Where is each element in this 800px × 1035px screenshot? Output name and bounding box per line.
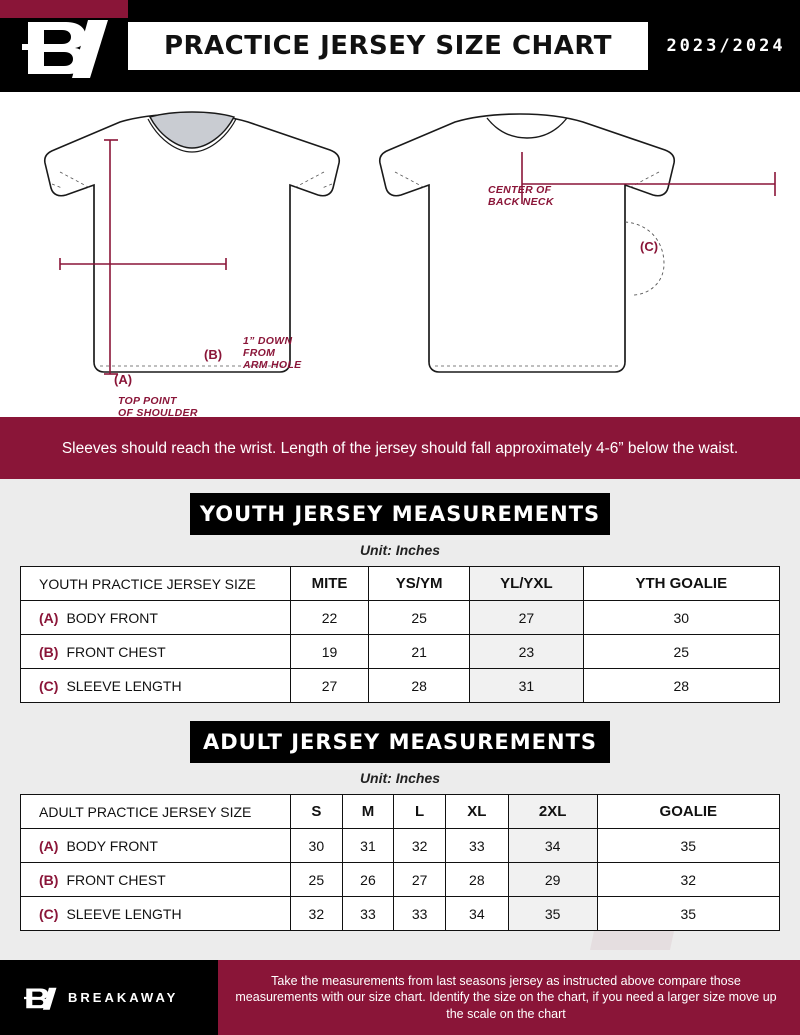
adult-r1-c5: 32 bbox=[597, 863, 779, 897]
adult-r2-c1: 33 bbox=[342, 897, 394, 931]
youth-col-0: MITE bbox=[291, 567, 369, 601]
row-label: FRONT CHEST bbox=[66, 643, 166, 660]
page-title-text: PRACTICE JERSEY SIZE CHART bbox=[163, 31, 613, 61]
adult-r0-c1: 31 bbox=[342, 829, 394, 863]
table-header-row bbox=[21, 795, 780, 829]
table-row bbox=[21, 635, 780, 669]
table-row bbox=[21, 601, 780, 635]
marker-a: (A) bbox=[114, 372, 133, 387]
youth-r2-c3: 28 bbox=[583, 669, 779, 703]
adult-col-5: GOALIE bbox=[597, 795, 779, 829]
youth-r1-c0: 19 bbox=[291, 635, 369, 669]
footer-brand-block bbox=[0, 960, 218, 1035]
marker-c: (C) bbox=[39, 677, 59, 694]
adult-r0-c2: 32 bbox=[394, 829, 446, 863]
table-row bbox=[21, 897, 780, 931]
youth-r2-c2: 31 bbox=[470, 669, 583, 703]
youth-col-3: YTH GOALIE bbox=[583, 567, 779, 601]
center-back-neck-label: CENTER OF BACK NECK bbox=[488, 184, 554, 208]
youth-row-2-label bbox=[21, 669, 291, 703]
table-row bbox=[21, 829, 780, 863]
adult-row-2-label bbox=[21, 897, 291, 931]
youth-r0-c1: 25 bbox=[369, 601, 470, 635]
table-header-row bbox=[21, 567, 780, 601]
adult-r1-c3: 28 bbox=[445, 863, 508, 897]
adult-r2-c5: 35 bbox=[597, 897, 779, 931]
jersey-illustrations bbox=[0, 92, 800, 417]
adult-r1-c0: 25 bbox=[291, 863, 343, 897]
adult-unit-label: Unit: Inches bbox=[359, 770, 441, 786]
footer-brand-name: BREAKAWAY bbox=[68, 990, 179, 1005]
adult-section bbox=[0, 703, 800, 931]
adult-col-0: S bbox=[291, 795, 343, 829]
marker-c: (C) bbox=[39, 905, 59, 922]
table-row bbox=[21, 669, 780, 703]
adult-col-3: XL bbox=[445, 795, 508, 829]
row-label: SLEEVE LENGTH bbox=[66, 905, 182, 922]
youth-r1-c3: 25 bbox=[583, 635, 779, 669]
adult-r2-c0: 32 bbox=[291, 897, 343, 931]
youth-r1-c2: 23 bbox=[470, 635, 583, 669]
page-footer bbox=[0, 960, 800, 1035]
youth-r1-c1: 21 bbox=[369, 635, 470, 669]
adult-r0-c4: 34 bbox=[508, 829, 597, 863]
b-note-label: 1” DOWN FROM ARM HOLE bbox=[243, 335, 302, 371]
youth-measurements-table bbox=[20, 566, 780, 703]
adult-band-title: ADULT JERSEY MEASUREMENTS bbox=[190, 721, 610, 763]
breakaway-b-logo-icon bbox=[24, 981, 58, 1015]
youth-r2-c0: 27 bbox=[291, 669, 369, 703]
adult-col-2: L bbox=[394, 795, 446, 829]
marker-c: (C) bbox=[640, 239, 659, 254]
footer-instructions: Take the measurements from last seasons jersey as instructed above compare those measurements with our size chart. Identify the size on the chart, if you need a larger size move up the scale on the chart bbox=[218, 960, 800, 1035]
fit-note: Sleeves should reach the wrist. Length of the jersey should fall approximately 4-6” below the waist. bbox=[0, 417, 800, 479]
adult-r1-c4: 29 bbox=[508, 863, 597, 897]
a-note-label: TOP POINT OF SHOULDER bbox=[118, 395, 198, 419]
marker-b: (B) bbox=[39, 643, 59, 660]
adult-measurements-table bbox=[20, 794, 780, 931]
adult-r1-c1: 26 bbox=[342, 863, 394, 897]
back-jersey-illustration bbox=[380, 114, 674, 372]
adult-col-1: M bbox=[342, 795, 394, 829]
adult-col-4: 2XL bbox=[508, 795, 597, 829]
youth-r0-c0: 22 bbox=[291, 601, 369, 635]
youth-band-title: YOUTH JERSEY MEASUREMENTS bbox=[190, 493, 610, 535]
youth-row-0-label bbox=[21, 601, 291, 635]
adult-r1-c2: 27 bbox=[394, 863, 446, 897]
youth-r0-c3: 30 bbox=[583, 601, 779, 635]
season-label: 2023/2024 bbox=[666, 36, 786, 56]
marker-b: (B) bbox=[39, 871, 59, 888]
table-row bbox=[21, 863, 780, 897]
adult-row-1-label bbox=[21, 863, 291, 897]
adult-row-0-label bbox=[21, 829, 291, 863]
youth-size-header: YOUTH PRACTICE JERSEY SIZE bbox=[21, 567, 291, 601]
youth-row-1-label bbox=[21, 635, 291, 669]
front-jersey-illustration bbox=[45, 112, 339, 372]
marker-a: (A) bbox=[39, 609, 59, 626]
marker-b: (B) bbox=[204, 347, 223, 362]
row-label: SLEEVE LENGTH bbox=[66, 677, 182, 694]
adult-size-header: ADULT PRACTICE JERSEY SIZE bbox=[21, 795, 291, 829]
page-header bbox=[0, 0, 800, 92]
adult-r2-c4: 35 bbox=[508, 897, 597, 931]
adult-r2-c2: 33 bbox=[394, 897, 446, 931]
youth-r0-c2: 27 bbox=[470, 601, 583, 635]
youth-col-2: YL/YXL bbox=[470, 567, 583, 601]
adult-r0-c5: 35 bbox=[597, 829, 779, 863]
youth-section bbox=[0, 479, 800, 703]
youth-unit-label: Unit: Inches bbox=[359, 542, 441, 558]
youth-col-1: YS/YM bbox=[369, 567, 470, 601]
breakaway-b-logo-icon bbox=[22, 16, 112, 78]
row-label: BODY FRONT bbox=[66, 837, 158, 854]
row-label: BODY FRONT bbox=[66, 609, 158, 626]
jersey-diagram bbox=[0, 92, 800, 417]
row-label: FRONT CHEST bbox=[66, 871, 166, 888]
adult-r0-c3: 33 bbox=[445, 829, 508, 863]
page-title bbox=[128, 22, 648, 70]
adult-r2-c3: 34 bbox=[445, 897, 508, 931]
adult-r0-c0: 30 bbox=[291, 829, 343, 863]
youth-r2-c1: 28 bbox=[369, 669, 470, 703]
marker-a: (A) bbox=[39, 837, 59, 854]
